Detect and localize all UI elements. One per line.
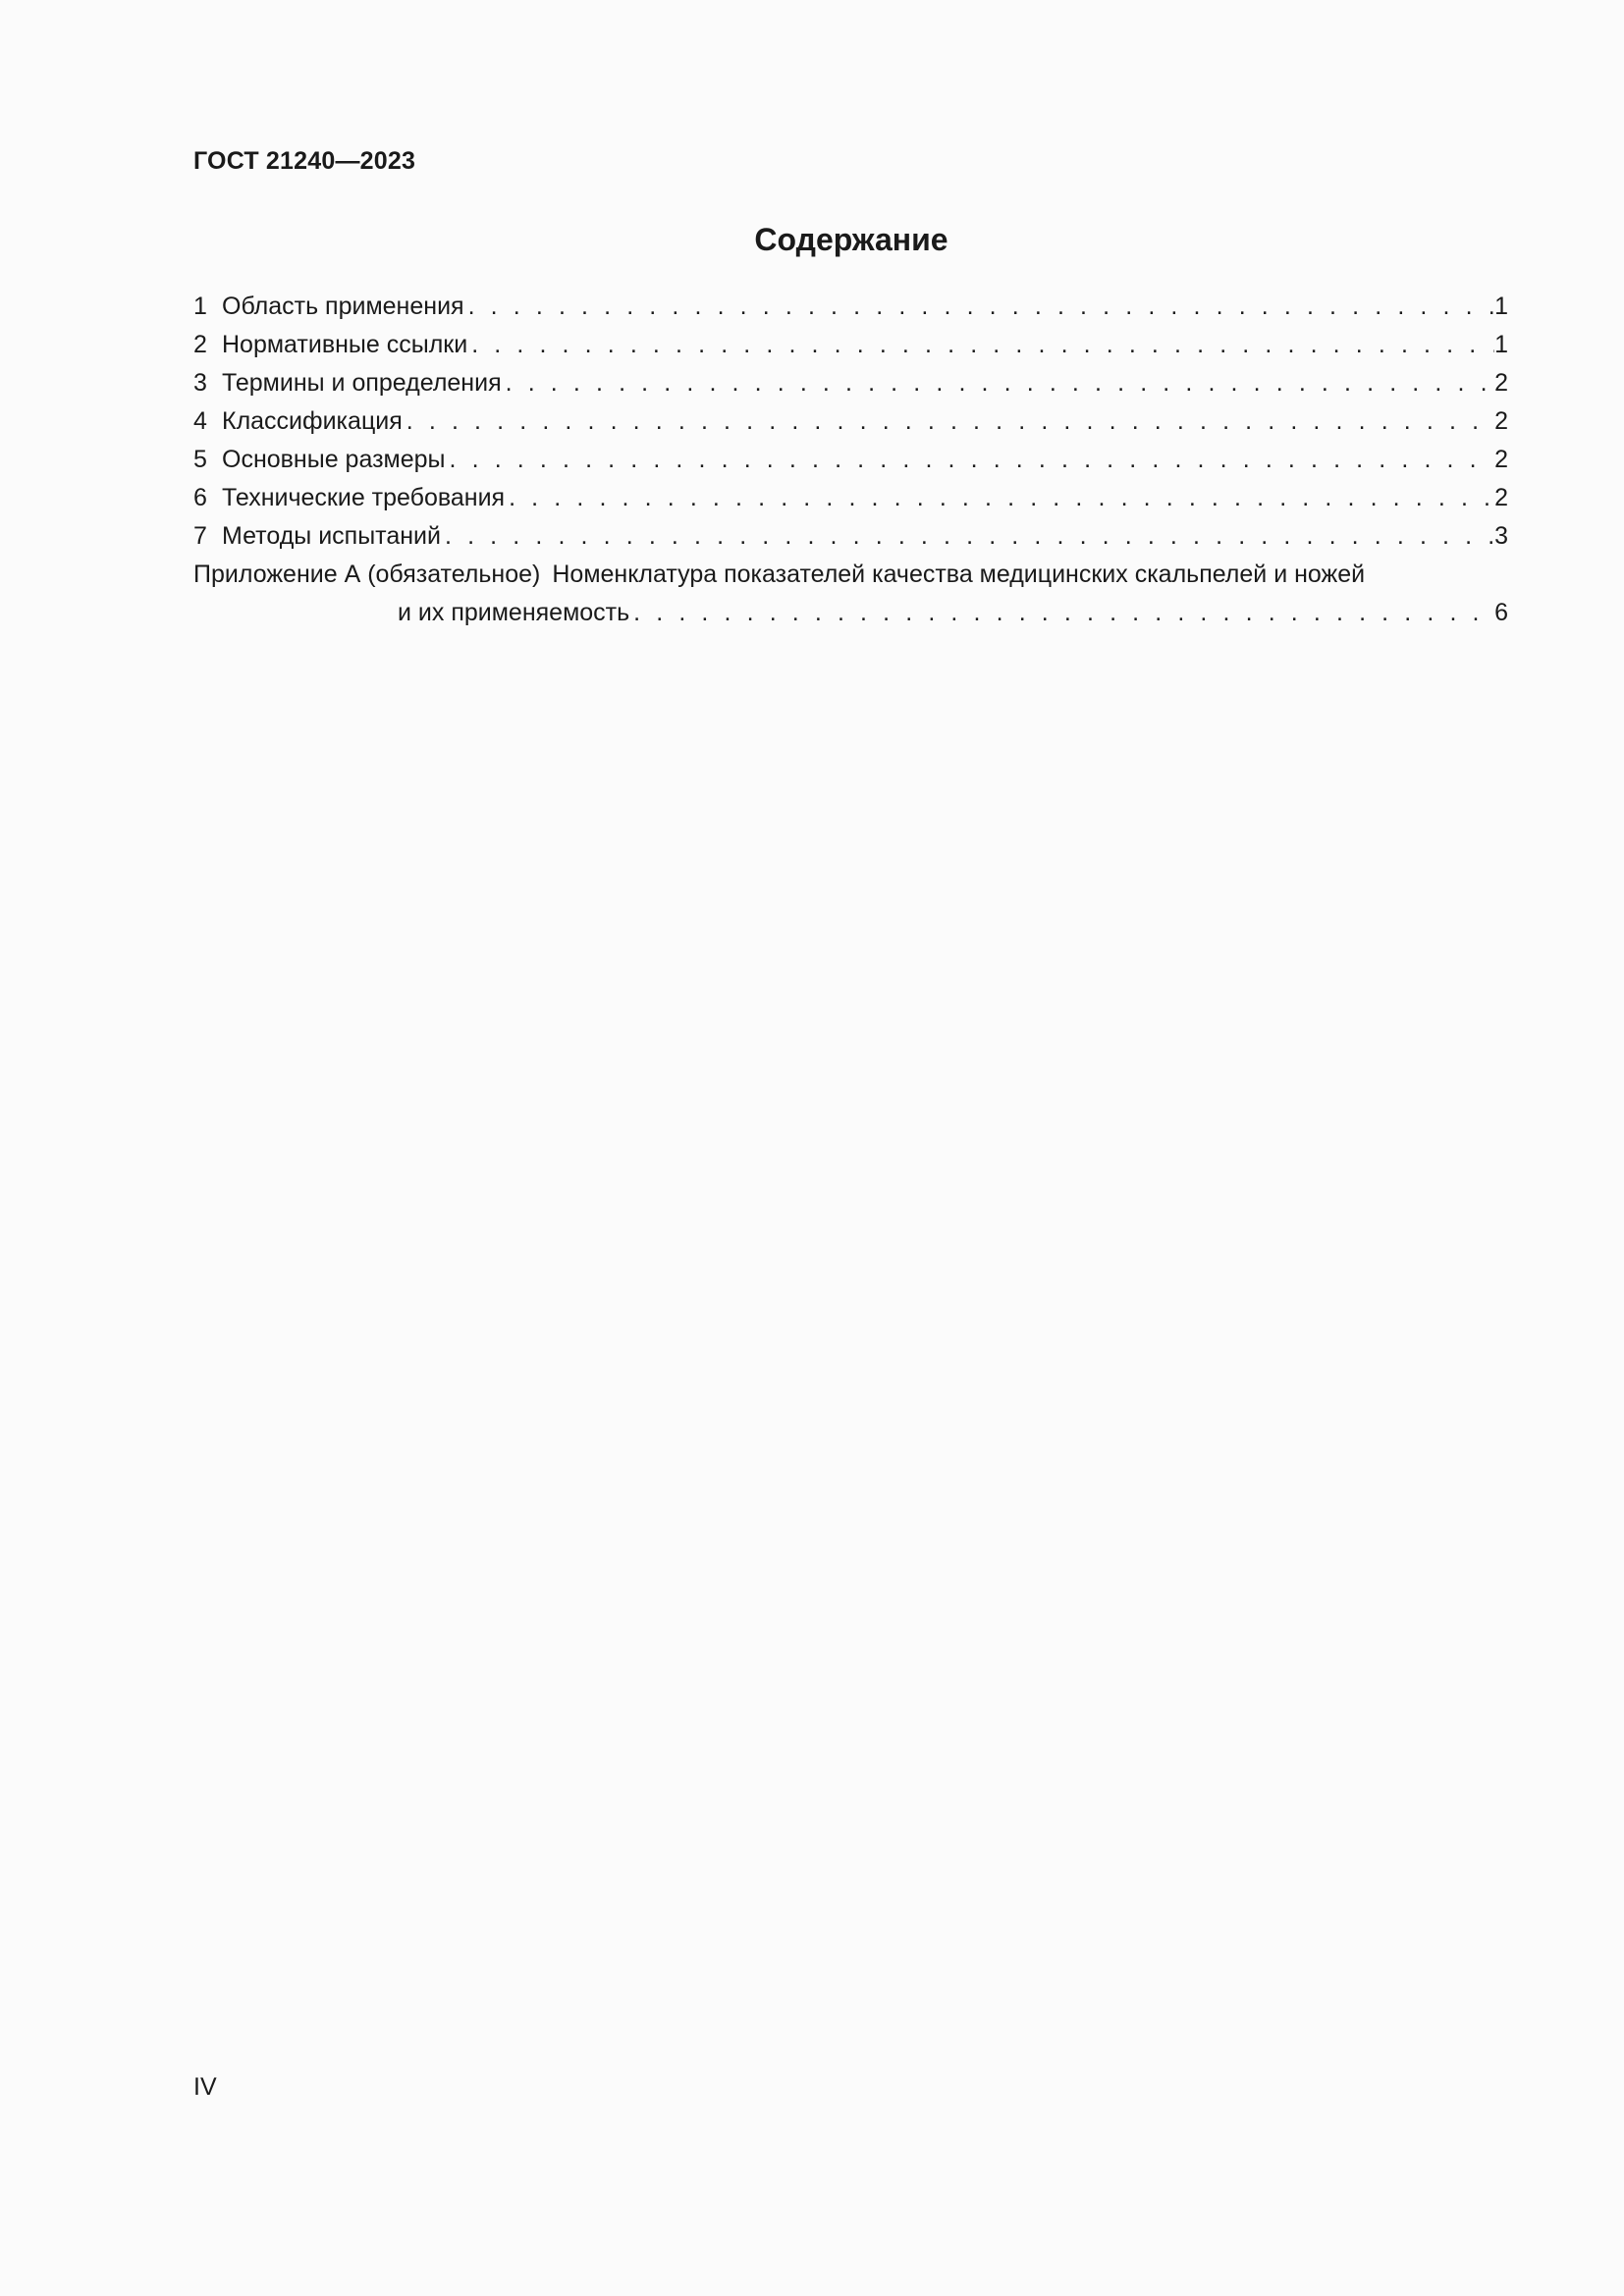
page-number: IV [193, 2073, 217, 2101]
toc-item-page: 6 [1494, 599, 1508, 626]
toc-item-1[interactable] [193, 288, 1508, 326]
dot-leader [505, 479, 1494, 517]
dot-leader [403, 402, 1494, 441]
toc-item-label: Основные размеры [222, 446, 446, 473]
appendix-title-line-2: и их применяемость [398, 599, 630, 626]
appendix-prefix: Приложение А (обязательное) [193, 561, 541, 588]
toc-item-number: 1 [193, 293, 207, 320]
toc-item-page: 3 [1494, 522, 1508, 550]
toc-item-page: 2 [1494, 446, 1508, 473]
document-code: ГОСТ 21240—2023 [193, 147, 416, 175]
toc-item-label: Методы испытаний [222, 522, 441, 550]
toc-item-number: 2 [193, 331, 207, 358]
toc-item-page: 2 [1494, 407, 1508, 435]
toc-item-label: Область применения [222, 293, 464, 320]
toc-item-number: 3 [193, 369, 207, 397]
dot-leader [464, 288, 1494, 326]
toc-item-page: 2 [1494, 484, 1508, 511]
toc-item-2[interactable] [193, 326, 1508, 364]
toc-item-3[interactable] [193, 364, 1508, 402]
dot-leader [446, 441, 1494, 479]
toc-item-number: 5 [193, 446, 207, 473]
toc-item-label: Нормативные ссылки [222, 331, 468, 358]
dot-leader [502, 364, 1494, 402]
toc-item-number: 4 [193, 407, 207, 435]
toc-item-6[interactable] [193, 479, 1508, 517]
toc-item-label: Термины и определения [222, 369, 502, 397]
dot-leader [467, 326, 1494, 364]
toc-item-5[interactable] [193, 441, 1508, 479]
toc-title: Содержание [754, 222, 948, 257]
appendix-title-line-2-row [193, 594, 1508, 632]
toc-item-label: Классификация [222, 407, 403, 435]
toc-item-page: 2 [1494, 369, 1508, 397]
toc-appendix-a[interactable] [193, 556, 1508, 632]
dot-leader [441, 517, 1494, 556]
table-of-contents [193, 288, 1508, 632]
appendix-heading-line [193, 556, 1508, 594]
toc-item-number: 7 [193, 522, 207, 550]
toc-item-4[interactable] [193, 402, 1508, 441]
dot-leader [629, 594, 1494, 632]
toc-item-label: Технические требования [222, 484, 506, 511]
toc-item-page: 1 [1494, 331, 1508, 358]
toc-item-7[interactable] [193, 517, 1508, 556]
appendix-title-line-1: Номенклатура показателей качества медицинских скальпелей и ножей [552, 561, 1366, 588]
toc-item-number: 6 [193, 484, 207, 511]
toc-item-page: 1 [1494, 293, 1508, 320]
